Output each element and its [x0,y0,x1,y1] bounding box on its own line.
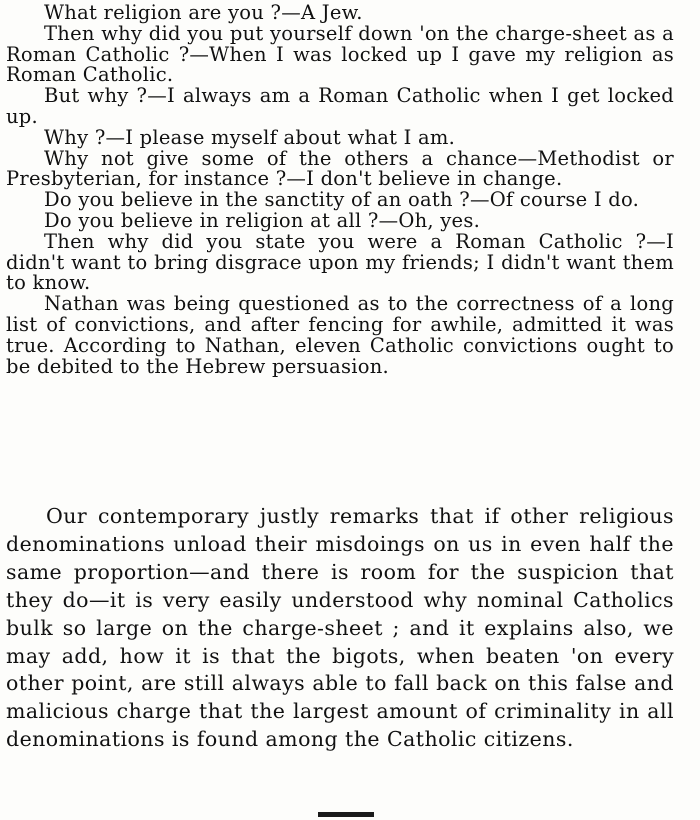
dialogue-paragraph: Then why did you put yourself down 'on the charge-sheet as a Roman Catholic ?—When I was locked up I gave my religion as Roman Catholic. [6,21,674,87]
court-dialogue-section [6,3,674,377]
column-end-rule [318,812,374,817]
dialogue-paragraph: But why ?—I always am a Roman Catholic when I get locked up. [6,84,674,128]
dialogue-paragraph: Why ?—I please myself about what I am. [44,125,456,149]
dialogue-paragraph: Do you believe in religion at all ?—Oh, yes. [44,208,481,232]
narrative-paragraph: Nathan was being questioned as to the correctness of a long list of convictions, and after fencing for awhile, admitted it was true. According to Nathan, eleven Catholic convictions ought to be debited to the Hebrew persuasion. [6,292,674,378]
dialogue-paragraph: Do you believe in the sanctity of an oath ?—Of course I do. [44,188,640,212]
editorial-section [6,503,674,754]
dialogue-paragraph: Why not give some of the others a chance—Methodist or Presbyterian, for instance ?—I don't believe in change. [6,146,674,191]
dialogue-paragraph: What religion are you ?—A Jew. [44,1,363,24]
editorial-paragraph: Our contemporary justly remarks that if other religious denominations unload their misdoings on us in even half the same proportion—and there is room for the suspicion that they do—it is very easily understood why nominal Catholics bulk so large on the charge-sheet ; and it explains also, we may add, how it is that the bigots, when beaten 'on every other point, are still always able to fall back on this false and malicious charge that the largest amount of criminality in all denominations is found among the Catholic citizens. [6,504,674,752]
dialogue-paragraph: Then why did you state you were a Roman Catholic ?—I didn't want to bring disgrace upon my friends; I didn't want them to know. [6,229,674,295]
